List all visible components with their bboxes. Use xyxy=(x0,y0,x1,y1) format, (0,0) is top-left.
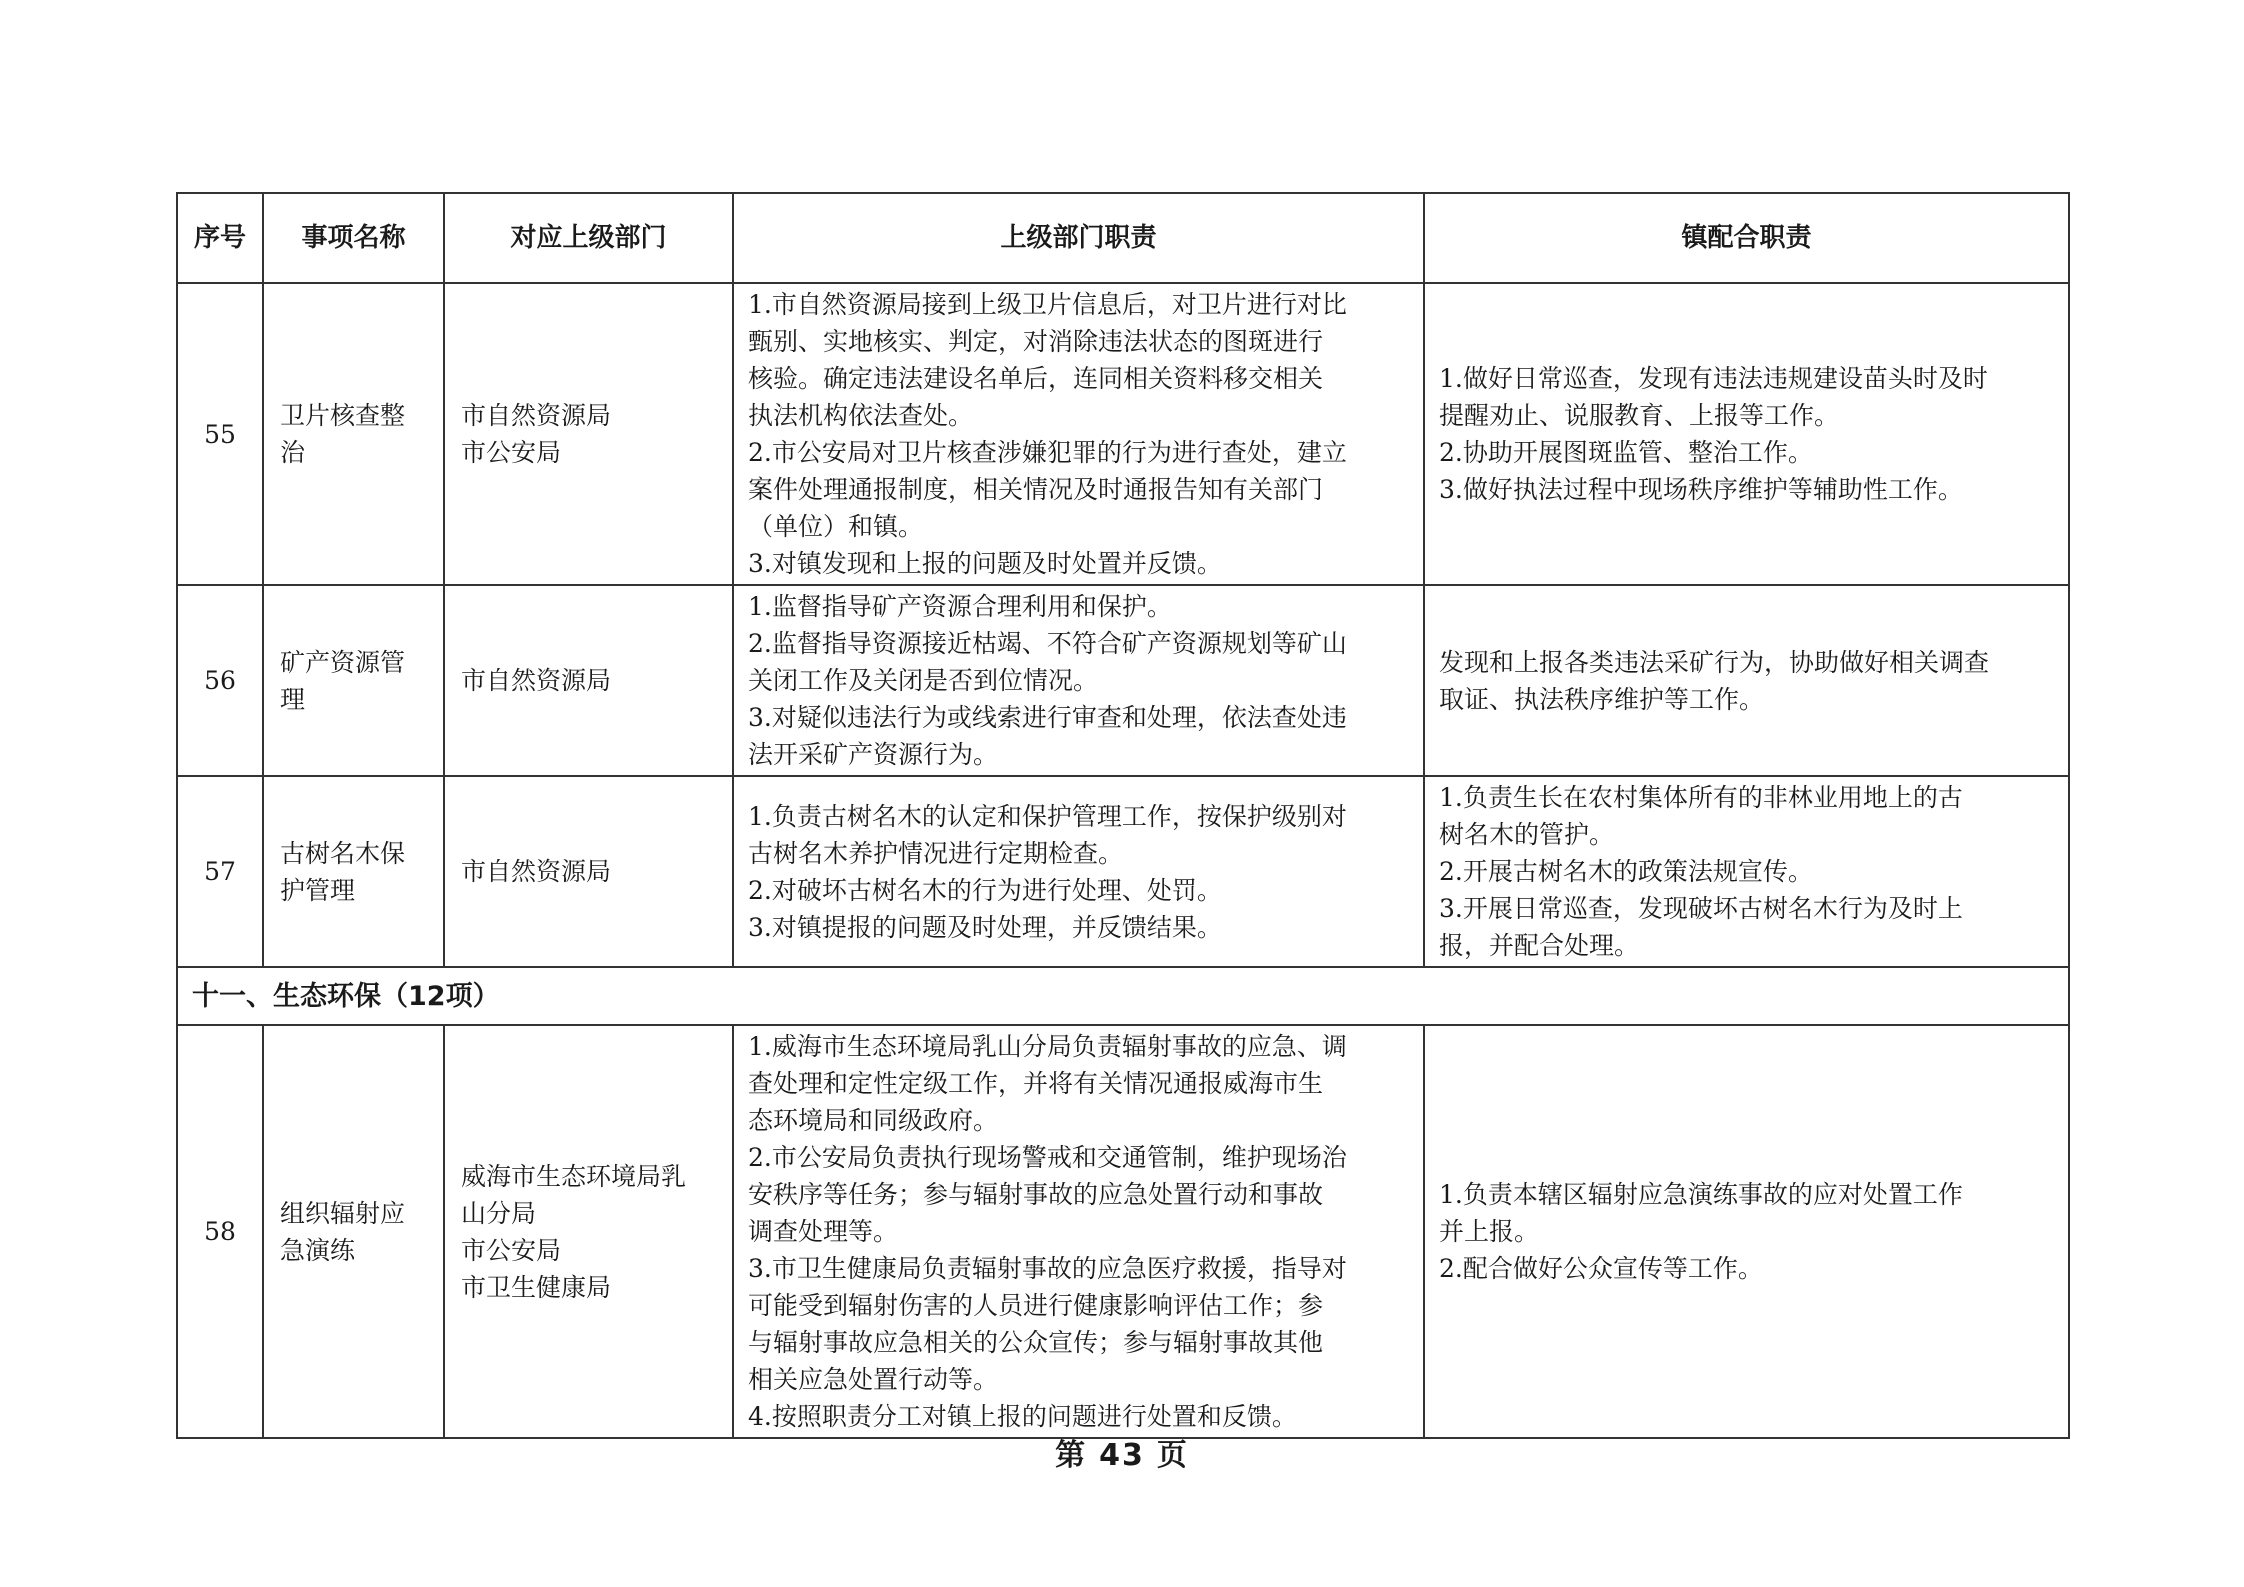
row-superior-duties-line: 3.对疑似违法行为或线索进行审查和处理，依法查处违 xyxy=(748,703,1347,732)
row-superior-duties-line: 2.监督指导资源接近枯竭、不符合矿产资源规划等矿山 xyxy=(748,629,1347,658)
header-superior-duties: 上级部门职责 xyxy=(733,193,1424,283)
row-superior-department-line: 市自然资源局 xyxy=(461,666,612,695)
row-superior-department xyxy=(444,283,733,585)
table-body xyxy=(177,283,2069,1438)
row-superior-duties-line: 查处理和定性定级工作，并将有关情况通报威海市生 xyxy=(748,1069,1324,1098)
row-item-name xyxy=(263,283,444,585)
row-serial-number: 55 xyxy=(177,283,263,585)
row-superior-department xyxy=(444,1025,733,1438)
row-superior-duties-line: 4.按照职责分工对镇上报的问题进行处置和反馈。 xyxy=(748,1402,1297,1431)
row-town-duties-line: 3.做好执法过程中现场秩序维护等辅助性工作。 xyxy=(1439,475,1963,504)
row-superior-duties-line: 核验。确定违法建设名单后，连同相关资料移交相关 xyxy=(748,364,1324,393)
row-town-duties-line: 1.负责生长在农村集体所有的非林业用地上的古 xyxy=(1439,783,1963,812)
table-row xyxy=(177,776,2069,967)
row-town-duties-line: 3.开展日常巡查，发现破坏古树名木行为及时上 xyxy=(1439,894,1963,923)
row-superior-duties-line: 1.威海市生态环境局乳山分局负责辐射事故的应急、调 xyxy=(748,1032,1347,1061)
row-superior-duties-line: 调查处理等。 xyxy=(748,1217,899,1246)
table-row xyxy=(177,283,2069,585)
row-superior-department-line: 山分局 xyxy=(461,1198,537,1228)
table-row xyxy=(177,1025,2069,1438)
row-superior-duties-line: 与辐射事故应急相关的公众宣传；参与辐射事故其他 xyxy=(748,1328,1324,1357)
row-item-name xyxy=(263,1025,444,1438)
row-superior-duties-line: 古树名木养护情况进行定期检查。 xyxy=(748,838,1124,868)
row-superior-duties-line: 甄别、实地核实、判定，对消除违法状态的图斑进行 xyxy=(748,327,1324,356)
row-superior-duties-line: 安秩序等任务；参与辐射事故的应急处置行动和事故 xyxy=(748,1180,1324,1209)
header-serial-number: 序号 xyxy=(177,193,263,283)
section-title: 十一、生态环保（12项） xyxy=(177,967,2069,1025)
row-superior-duties-line: 可能受到辐射伤害的人员进行健康影响评估工作；参 xyxy=(748,1291,1324,1320)
section-row xyxy=(177,967,2069,1025)
row-town-duties-line: 2.协助开展图斑监管、整治工作。 xyxy=(1439,438,1813,467)
row-superior-department xyxy=(444,585,733,776)
row-item-name xyxy=(263,585,444,776)
row-superior-duties xyxy=(733,283,1424,585)
responsibility-table xyxy=(176,192,2070,1439)
row-superior-duties xyxy=(733,776,1424,967)
row-town-duties xyxy=(1424,776,2069,967)
row-town-duties-line: 提醒劝止、说服教育、上报等工作。 xyxy=(1439,401,1840,430)
header-item-name: 事项名称 xyxy=(263,193,444,283)
row-town-duties-line: 树名木的管护。 xyxy=(1439,820,1615,849)
row-item-name-line: 卫片核查整 xyxy=(280,401,406,430)
row-serial-number: 58 xyxy=(177,1025,263,1438)
table-header-row xyxy=(177,193,2069,283)
row-item-name-line: 治 xyxy=(280,438,306,467)
page-footer-prefix: 第 xyxy=(1055,1438,1088,1473)
row-superior-duties-line: 2.市公安局负责执行现场警戒和交通管制，维护现场治 xyxy=(748,1143,1347,1172)
row-superior-duties-line: 1.负责古树名木的认定和保护管理工作，按保护级别对 xyxy=(748,801,1347,831)
row-item-name-line: 组织辐射应 xyxy=(280,1198,406,1228)
row-superior-duties xyxy=(733,585,1424,776)
row-superior-department-line: 市自然资源局 xyxy=(461,401,612,430)
row-superior-department-line: 市公安局 xyxy=(461,1235,562,1265)
row-superior-duties-line: 1.监督指导矿产资源合理利用和保护。 xyxy=(748,592,1172,621)
row-item-name-line: 理 xyxy=(280,684,306,714)
row-superior-duties-line: 执法机构依法查处。 xyxy=(748,401,974,430)
row-item-name-line: 古树名木保 xyxy=(280,838,406,868)
page-footer-suffix: 页 xyxy=(1156,1438,1189,1473)
row-superior-department-line: 市卫生健康局 xyxy=(461,1272,612,1302)
row-superior-department-line: 市自然资源局 xyxy=(461,857,612,886)
row-town-duties-line: 报，并配合处理。 xyxy=(1439,931,1640,960)
row-superior-duties-line: 相关应急处置行动等。 xyxy=(748,1365,999,1394)
row-town-duties xyxy=(1424,283,2069,585)
row-town-duties xyxy=(1424,585,2069,776)
row-town-duties-line: 并上报。 xyxy=(1439,1217,1540,1246)
row-superior-duties-line: 法开采矿产资源行为。 xyxy=(748,740,999,769)
page-number: 43 xyxy=(1099,1438,1145,1473)
row-item-name-line: 矿产资源管 xyxy=(280,647,406,677)
row-town-duties xyxy=(1424,1025,2069,1438)
row-superior-duties xyxy=(733,1025,1424,1438)
row-superior-department-line: 威海市生态环境局乳 xyxy=(461,1161,687,1191)
row-town-duties-line: 1.做好日常巡查，发现有违法违规建设苗头时及时 xyxy=(1439,364,1988,393)
row-town-duties-line: 发现和上报各类违法采矿行为，协助做好相关调查 xyxy=(1439,647,1990,677)
row-town-duties-line: 取证、执法秩序维护等工作。 xyxy=(1439,684,1765,714)
row-item-name-line: 护管理 xyxy=(280,875,356,905)
row-superior-duties-line: 3.对镇提报的问题及时处理，并反馈结果。 xyxy=(748,912,1222,942)
row-serial-number: 57 xyxy=(177,776,263,967)
row-town-duties-line: 2.配合做好公众宣传等工作。 xyxy=(1439,1254,1763,1283)
row-superior-duties-line: 3.对镇发现和上报的问题及时处置并反馈。 xyxy=(748,549,1222,578)
row-superior-duties-line: 关闭工作及关闭是否到位情况。 xyxy=(748,666,1099,695)
header-superior-department: 对应上级部门 xyxy=(444,193,733,283)
row-superior-duties-line: 案件处理通报制度，相关情况及时通报告知有关部门 xyxy=(748,475,1324,504)
row-superior-duties-line: 2.市公安局对卫片核查涉嫌犯罪的行为进行查处，建立 xyxy=(748,438,1347,467)
table-row xyxy=(177,585,2069,776)
row-town-duties-line: 1.负责本辖区辐射应急演练事故的应对处置工作 xyxy=(1439,1180,1963,1209)
page-footer xyxy=(0,1430,2244,1474)
row-superior-department xyxy=(444,776,733,967)
row-superior-duties-line: 态环境局和同级政府。 xyxy=(748,1106,999,1135)
row-item-name-line: 急演练 xyxy=(280,1235,356,1265)
row-superior-department-line: 市公安局 xyxy=(461,438,562,467)
header-town-duties: 镇配合职责 xyxy=(1424,193,2069,283)
row-item-name xyxy=(263,776,444,967)
row-superior-duties-line: 2.对破坏古树名木的行为进行处理、处罚。 xyxy=(748,875,1222,905)
row-town-duties-line: 2.开展古树名木的政策法规宣传。 xyxy=(1439,857,1813,886)
row-superior-duties-line: （单位）和镇。 xyxy=(748,512,924,541)
row-superior-duties-line: 3.市卫生健康局负责辐射事故的应急医疗救援，指导对 xyxy=(748,1254,1347,1283)
row-superior-duties-line: 1.市自然资源局接到上级卫片信息后，对卫片进行对比 xyxy=(748,290,1347,319)
row-serial-number: 56 xyxy=(177,585,263,776)
